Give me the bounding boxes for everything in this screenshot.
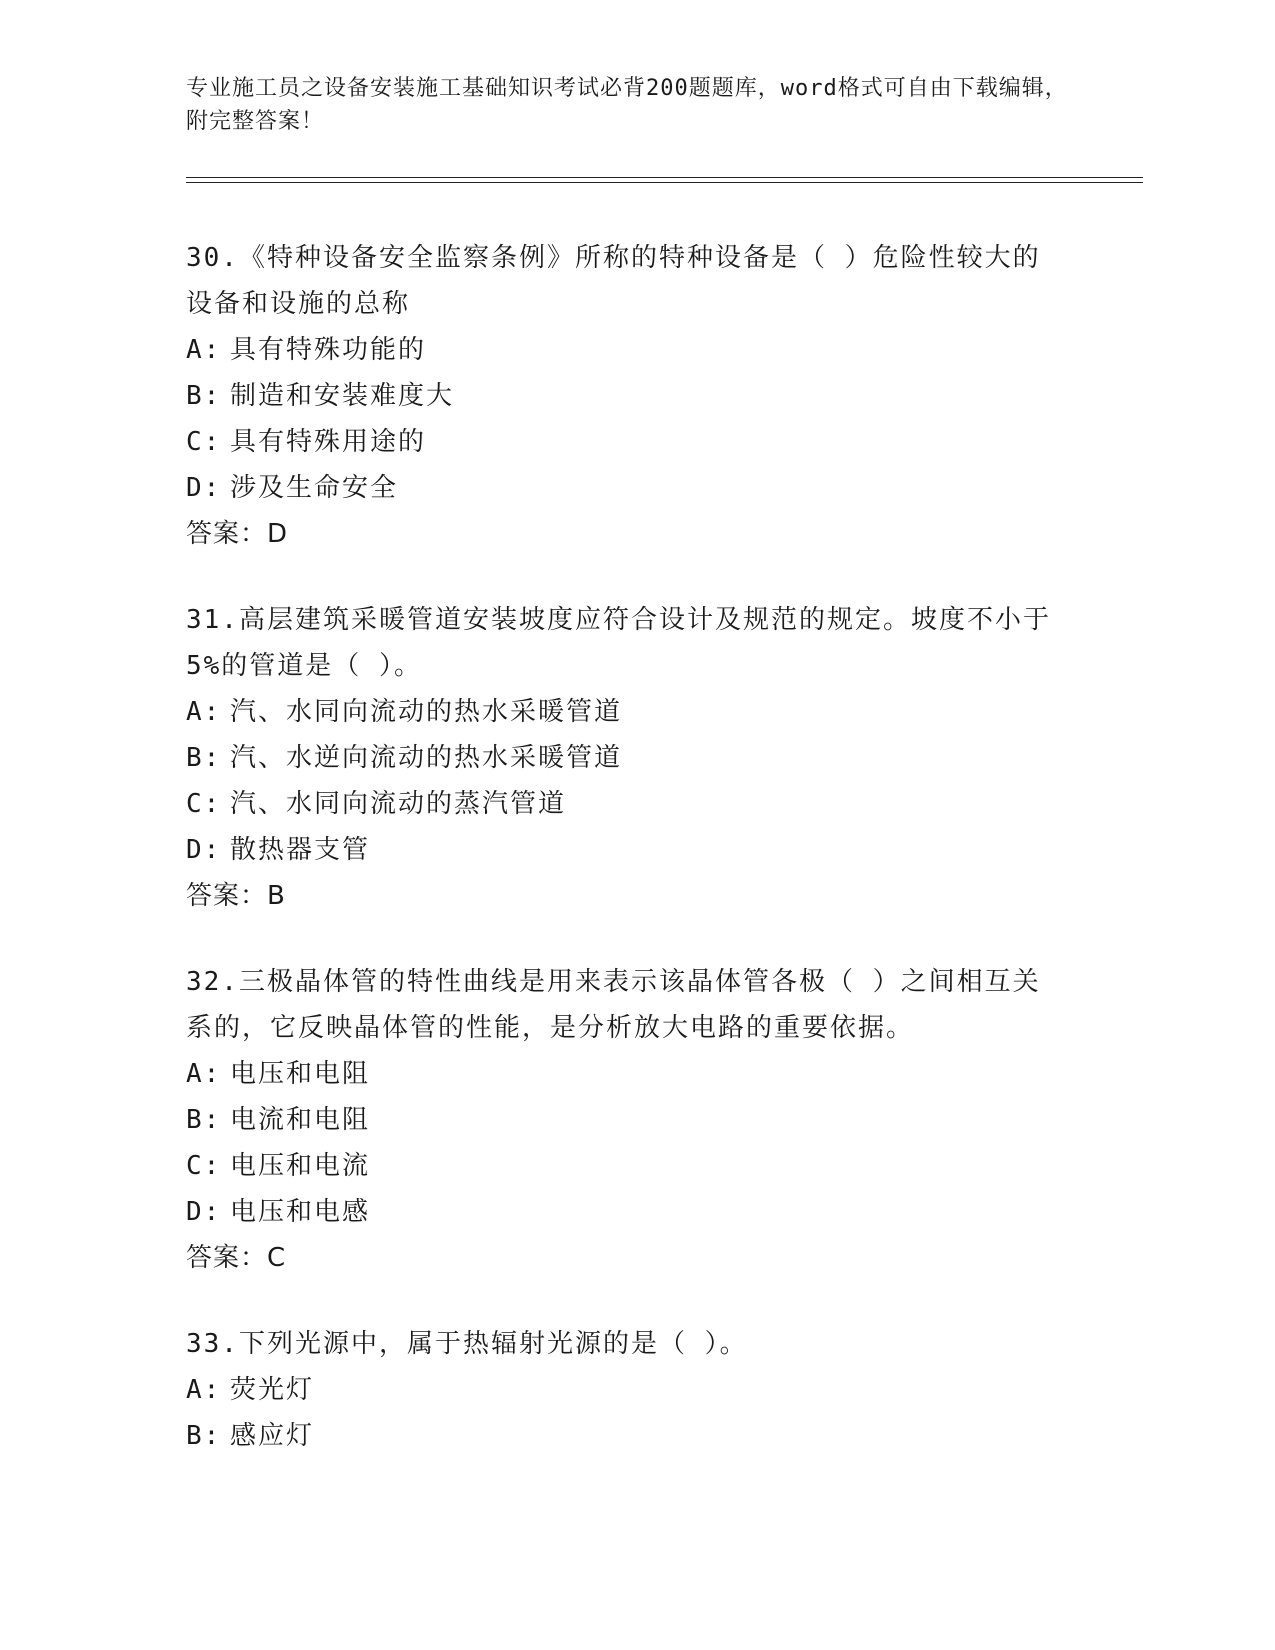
option-letter: B: [186, 1421, 222, 1451]
option-text: 制造和安装难度大 [230, 381, 455, 411]
option-letter: A: [186, 335, 222, 365]
option-text: 涉及生命安全 [230, 473, 399, 503]
option-b [186, 373, 1066, 419]
header-divider-line [186, 182, 1143, 183]
option-text: 电压和电感 [230, 1197, 371, 1227]
option-letter: B: [186, 381, 222, 411]
option-letter: B: [186, 743, 222, 773]
question-32 [186, 959, 1066, 1281]
option-letter: D: [186, 1197, 222, 1227]
option-a [186, 1367, 1066, 1413]
answer-label: 答案：B [186, 881, 286, 911]
option-letter: C: [186, 1151, 222, 1181]
document-header: 专业施工员之设备安装施工基础知识考试必背200题题库，word格式可自由下载编辑，附完整答案！ [186, 76, 1068, 134]
option-text: 汽、水同向流动的蒸汽管道 [230, 789, 567, 819]
option-text: 电压和电流 [230, 1151, 371, 1181]
question-stem: 31.高层建筑采暖管道安装坡度应符合设计及规范的规定。坡度不小于5%的管道是（ ）。 [186, 605, 1051, 681]
option-text: 汽、水同向流动的热水采暖管道 [230, 697, 623, 727]
option-letter: A: [186, 1059, 222, 1089]
question-33 [186, 1321, 1066, 1459]
answer-label: 答案：D [186, 519, 289, 549]
question-31 [186, 597, 1066, 919]
option-text: 汽、水逆向流动的热水采暖管道 [230, 743, 623, 773]
option-letter: C: [186, 789, 222, 819]
option-b [186, 735, 1066, 781]
option-a [186, 327, 1066, 373]
answer-label: 答案：C [186, 1243, 287, 1273]
option-letter: D: [186, 473, 222, 503]
option-b [186, 1413, 1066, 1459]
question-stem: 32.三极晶体管的特性曲线是用来表示该晶体管各极（ ）之间相互关系的，它反映晶体管的性能，是分析放大电路的重要依据。 [186, 967, 1041, 1043]
option-text: 具有特殊用途的 [230, 427, 427, 457]
option-d [186, 1189, 1066, 1235]
option-a [186, 689, 1066, 735]
option-b [186, 1097, 1066, 1143]
option-text: 荧光灯 [230, 1375, 315, 1405]
option-text: 电压和电阻 [230, 1059, 371, 1089]
option-c [186, 781, 1066, 827]
question-30 [186, 235, 1066, 557]
option-a [186, 1051, 1066, 1097]
option-d [186, 465, 1066, 511]
option-text: 感应灯 [230, 1421, 315, 1451]
question-stem: 30.《特种设备安全监察条例》所称的特种设备是（ ）危险性较大的设备和设施的总称 [186, 243, 1041, 319]
option-letter: A: [186, 1375, 222, 1405]
option-text: 电流和电阻 [230, 1105, 371, 1135]
option-d [186, 827, 1066, 873]
header-divider-line [186, 177, 1143, 178]
option-c [186, 1143, 1066, 1189]
option-letter: C: [186, 427, 222, 457]
option-letter: B: [186, 1105, 222, 1135]
question-stem: 33.下列光源中，属于热辐射光源的是（ ）。 [186, 1329, 748, 1359]
option-letter: D: [186, 835, 222, 865]
option-c [186, 419, 1066, 465]
option-text: 散热器支管 [230, 835, 371, 865]
option-letter: A: [186, 697, 222, 727]
option-text: 具有特殊功能的 [230, 335, 427, 365]
